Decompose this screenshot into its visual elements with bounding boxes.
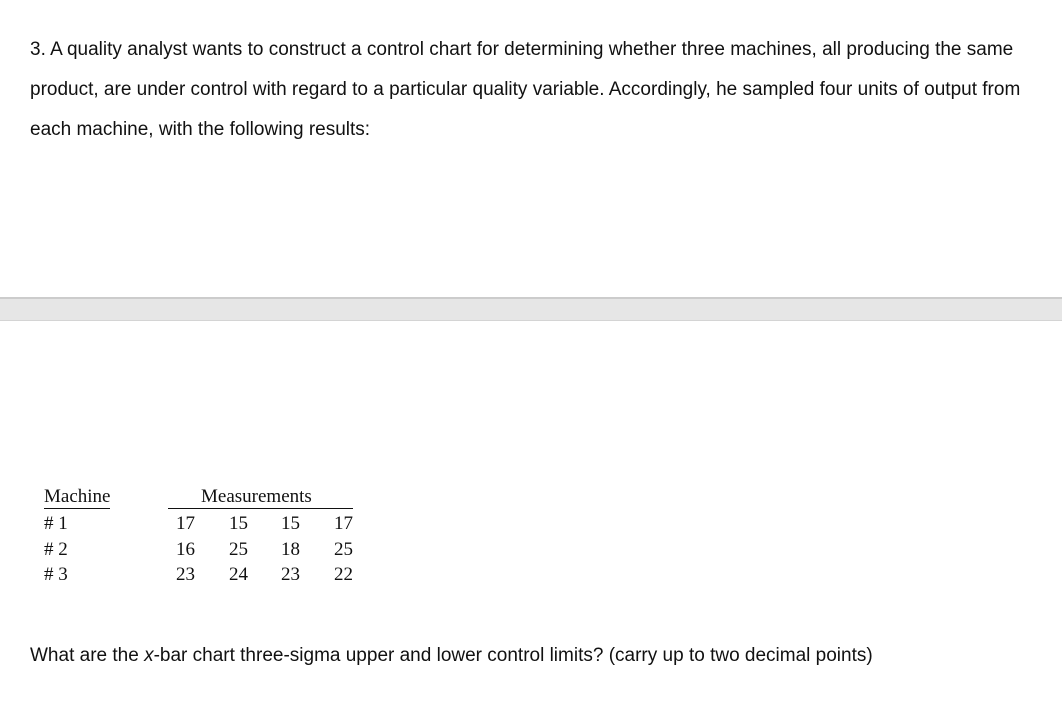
measurement-cell: 17	[334, 513, 353, 534]
machine-label: # 3	[44, 564, 68, 585]
machine-label: # 2	[44, 539, 68, 560]
measurement-cell: 24	[229, 564, 248, 585]
measurement-cell: 18	[281, 539, 300, 560]
measurement-cell: 25	[229, 539, 248, 560]
footer-question	[30, 644, 1040, 668]
measurement-cell: 22	[334, 564, 353, 585]
measurement-cell: 17	[176, 513, 195, 534]
footer-prefix: What are the	[30, 645, 145, 666]
question-text: 3. A quality analyst wants to construct a control chart for determining whether three machines, all producing the same product, are under control with regard to a particular quality variable. Accordingly, he sampled four units of output from each machine, with the following results:	[30, 39, 1021, 140]
measurement-cell: 15	[281, 513, 300, 534]
footer-suffix: -bar chart three-sigma upper and lower control limits? (carry up to two decimal points)	[153, 645, 873, 666]
header-measurements: Measurements	[201, 486, 312, 507]
measurement-cell: 25	[334, 539, 353, 560]
header-machine: Machine	[44, 486, 111, 507]
xbar-symbol: x	[144, 645, 154, 666]
measurement-cell: 15	[229, 513, 248, 534]
measurement-cell: 23	[281, 564, 300, 585]
measurement-cell: 23	[176, 564, 195, 585]
separator-bar	[0, 297, 1062, 321]
header-measurements-rule	[168, 486, 353, 509]
measurement-cell: 16	[176, 539, 195, 560]
machine-label: # 1	[44, 513, 68, 534]
